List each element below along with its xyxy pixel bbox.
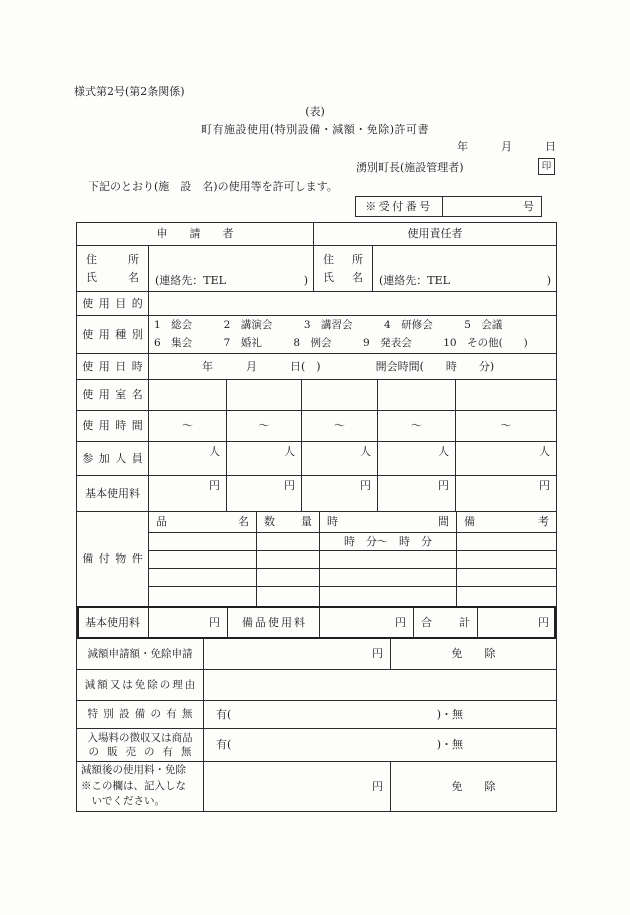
reduction-request-amount-field: [203, 639, 390, 669]
purpose-field: [148, 292, 556, 315]
equipment-col-item: [149, 512, 256, 532]
yen-unit: 円: [438, 479, 449, 492]
room-label-cell: [77, 380, 148, 410]
equipment-col-qty: [256, 512, 319, 532]
receipt-number-field: [443, 197, 541, 216]
totals-equipment-label: 備品使用料: [242, 615, 307, 629]
yes-open: 有(: [216, 707, 232, 721]
reduction-request-label: 減額申請額・免除申請: [87, 647, 193, 660]
receipt-number-suffix: 号: [523, 199, 534, 213]
form-number: 様式第2号(第2条関係): [74, 85, 185, 98]
reduction-reason-label: 減額又は免除の理由: [84, 678, 198, 691]
admission-sales-label-line1: 入場料の徴収又は商品: [87, 731, 193, 744]
sum-label-last: 計: [459, 615, 470, 629]
totals-base-field: [148, 608, 227, 637]
hours-field-4: [377, 411, 455, 441]
attendees-row: [77, 441, 556, 475]
room-label: 使用室名: [82, 388, 149, 402]
room-field-4: [377, 380, 455, 410]
hours-row: [77, 410, 556, 441]
exemption-label: 免 除: [451, 647, 496, 661]
document-title: 町有施設使用(特別設備・減額・免除)許可書: [200, 123, 430, 136]
responsible-header: 使用責任者: [407, 227, 463, 241]
attendees-field-1: [148, 442, 226, 475]
applicant-header-cell: [77, 223, 313, 245]
yen-unit: 円: [539, 479, 550, 492]
person-unit: 人: [284, 445, 295, 458]
yen-unit: 円: [395, 615, 406, 629]
address-label-last: 所: [128, 253, 139, 267]
responsible-address-name-label: [313, 246, 372, 291]
special-equipment-row: [77, 700, 556, 728]
equipment-time-field: [319, 533, 456, 550]
special-equipment-field: [203, 701, 556, 728]
permit-table: [76, 222, 557, 812]
base-fee-row: [77, 475, 556, 511]
datetime-field: [148, 354, 556, 379]
equipment-label: 備付物件: [82, 552, 149, 566]
name-label-first: 氏: [323, 270, 334, 284]
attendees-label-cell: [77, 442, 148, 475]
yes-open: 有(: [216, 738, 232, 752]
address-label-first: 住: [323, 253, 334, 267]
equipment-qty-field: [256, 533, 319, 550]
after-reduction-row: [77, 761, 556, 811]
yes-no-template: [216, 708, 463, 721]
attendees-field-2: [226, 442, 301, 475]
yen-unit: 円: [372, 647, 383, 661]
party-header-row: [77, 223, 556, 245]
equipment-item-field: [149, 587, 256, 606]
intro-sentence: 下記のとおり(施 設 名)の使用等を許可します。: [88, 180, 338, 193]
yen-unit: 円: [284, 479, 295, 492]
page-side-label: (表): [305, 105, 325, 118]
address-label-first: 住: [86, 253, 97, 267]
applicant-tel-close: ): [303, 273, 308, 287]
equipment-note-field: [456, 551, 556, 568]
reduction-request-label-cell: [77, 639, 203, 669]
totals-base-label: 基本使用料: [85, 615, 140, 629]
receipt-number-label: ※受付番号: [356, 197, 443, 216]
issue-date-line: 年 月 日: [457, 140, 556, 153]
applicant-tel-label: (連絡先：TEL: [155, 273, 226, 287]
equipment-item-field: [149, 533, 256, 550]
reduction-request-row: [77, 639, 556, 669]
receipt-number-box: [355, 196, 542, 217]
equipment-time-field: [319, 551, 456, 568]
base-fee-field-4: [377, 476, 455, 511]
name-label-last: 名: [128, 270, 139, 284]
base-fee-label-cell: [77, 476, 148, 511]
equipment-qty-field: [256, 569, 319, 586]
reduction-reason-label-cell: [77, 670, 203, 700]
applicant-address-field: [148, 246, 313, 291]
equipment-row-4: [149, 586, 556, 606]
totals-base-label-cell: [77, 608, 148, 637]
applicant-header: 申 請 者: [156, 227, 234, 241]
totals-equipment-label-cell: [227, 608, 319, 637]
item-col-last: 名: [238, 515, 249, 529]
room-row: [77, 379, 556, 410]
room-field-2: [226, 380, 301, 410]
equipment-item-field: [149, 551, 256, 568]
seal-mark: 印: [541, 160, 552, 172]
sum-label-first: 合: [421, 615, 432, 629]
tilde-mark: ～: [258, 419, 270, 433]
equipment-note-field: [456, 569, 556, 586]
equipment-time-template: 時 分～ 時 分: [344, 534, 432, 548]
hours-label-cell: [77, 411, 148, 441]
responsible-tel-close: ): [546, 273, 551, 287]
base-fee-field-3: [301, 476, 377, 511]
equipment-label-cell: [77, 512, 148, 606]
address-label: [314, 253, 372, 266]
exemption-label: 免 除: [451, 779, 496, 793]
hours-field-5: [455, 411, 556, 441]
yen-unit: 円: [360, 479, 371, 492]
name-label-first: 氏: [86, 270, 97, 284]
hours-field-2: [226, 411, 301, 441]
after-reduction-label-line1: 減額後の使用料・免除: [81, 763, 186, 776]
equipment-col-note: [456, 512, 556, 532]
equipment-row-3: [149, 568, 556, 586]
admission-sales-label-cell: [77, 729, 203, 761]
category-label: 使用種別: [82, 327, 149, 341]
qty-col-first: 数: [264, 515, 275, 529]
reduction-reason-field: [203, 670, 556, 700]
yen-unit: 円: [372, 779, 383, 793]
equipment-header-row: [149, 512, 556, 532]
totals-row: [77, 606, 556, 639]
seal-box: [538, 158, 555, 175]
purpose-label-cell: [77, 292, 148, 315]
equipment-item-field: [149, 569, 256, 586]
person-unit: 人: [209, 445, 220, 458]
tilde-mark: ～: [411, 419, 422, 433]
equipment-qty-field: [256, 551, 319, 568]
category-options-cell: [148, 316, 556, 353]
responsible-address-field: [372, 246, 556, 291]
base-fee-field-5: [455, 476, 556, 511]
base-fee-field-1: [148, 476, 226, 511]
equipment-section: [77, 511, 556, 606]
name-label-last: 名: [352, 270, 363, 284]
address-label: [77, 253, 148, 266]
room-field-1: [148, 380, 226, 410]
reduction-reason-row: [77, 669, 556, 700]
reduction-request-exemption-cell: [390, 639, 556, 669]
base-fee-field-2: [226, 476, 301, 511]
purpose-row: [77, 291, 556, 315]
yes-no-template: [216, 738, 463, 751]
responsible-tel-label: (連絡先：TEL: [379, 273, 450, 287]
equipment-row-2: [149, 550, 556, 568]
admission-sales-field: [203, 729, 556, 761]
qty-col-last: 量: [301, 515, 312, 529]
equipment-time-field: [319, 569, 456, 586]
category-label-cell: [77, 316, 148, 353]
base-fee-label: 基本使用料: [85, 486, 140, 500]
equipment-time-field: [319, 587, 456, 606]
no-close: )・無: [436, 707, 463, 721]
no-close: )・無: [436, 738, 463, 752]
attendees-field-4: [377, 442, 455, 475]
category-row: [77, 315, 556, 353]
note-col-last: 考: [538, 515, 549, 529]
applicant-address-name-label: [77, 246, 148, 291]
after-reduction-label-line2: ※この欄は、記入しな: [81, 779, 186, 792]
hours-field-1: [148, 411, 226, 441]
special-equipment-label-cell: [77, 701, 203, 728]
admission-sales-label-line2: の販売の有無: [88, 745, 200, 758]
special-equipment-label: 特別設備の有無: [87, 708, 198, 721]
tilde-mark: ～: [500, 419, 512, 433]
after-reduction-exemption-cell: [390, 762, 556, 811]
category-options-line2: 6 集会 7 婚礼 8 例会 9 発表会 10 その他( ): [154, 336, 528, 349]
person-unit: 人: [438, 445, 449, 458]
tilde-mark: ～: [182, 419, 193, 433]
category-options-line1: 1 総会 2 講演会 3 講習会 4 研修会 5 会議: [154, 319, 503, 332]
purpose-label: 使用目的: [82, 296, 149, 310]
time-col-first: 時: [327, 515, 338, 529]
equipment-qty-field: [256, 587, 319, 606]
yen-unit: 円: [209, 479, 220, 492]
responsible-header-cell: [313, 223, 556, 245]
name-label: [314, 271, 372, 284]
equipment-note-field: [456, 587, 556, 606]
equipment-note-field: [456, 533, 556, 550]
totals-equipment-field: [319, 608, 413, 637]
time-col-last: 間: [438, 515, 449, 529]
datetime-row: [77, 353, 556, 379]
address-label-last: 所: [352, 253, 363, 267]
datetime-label-cell: [77, 354, 148, 379]
address-name-row: [77, 245, 556, 291]
totals-sum-field: [477, 608, 556, 637]
issuer-name: 湧別町長(施設管理者): [356, 161, 464, 174]
room-field-5: [455, 380, 556, 410]
person-unit: 人: [539, 445, 550, 458]
attendees-field-5: [455, 442, 556, 475]
admission-sales-row: [77, 728, 556, 761]
hours-label: 使用時間: [82, 419, 149, 433]
equipment-grid: [148, 512, 556, 606]
hours-field-3: [301, 411, 377, 441]
datetime-label: 使用日時: [82, 359, 149, 373]
after-reduction-label-cell: [77, 762, 203, 811]
yen-unit: 円: [538, 615, 549, 629]
equipment-col-time: [319, 512, 456, 532]
after-reduction-label-line3: いでください。: [81, 795, 165, 808]
datetime-template: 年 月 日( ) 開会時間( 時 分): [202, 359, 495, 373]
after-reduction-amount-field: [203, 762, 390, 811]
tilde-mark: ～: [334, 419, 345, 433]
attendees-field-3: [301, 442, 377, 475]
equipment-row-1: [149, 532, 556, 550]
item-col-first: 品: [156, 515, 167, 529]
yen-unit: 円: [209, 615, 220, 629]
note-col-first: 備: [464, 515, 475, 529]
room-field-3: [301, 380, 377, 410]
person-unit: 人: [360, 445, 371, 458]
attendees-label: 参加人員: [82, 451, 149, 465]
name-label: [77, 271, 148, 284]
totals-sum-label-cell: [413, 608, 477, 637]
